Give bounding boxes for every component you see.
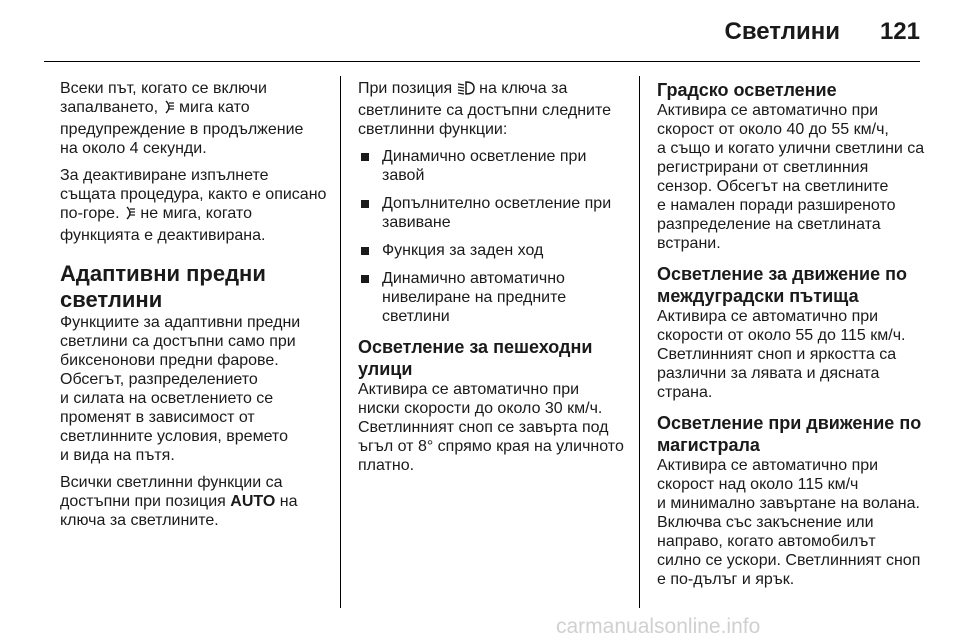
page-title: Светлини <box>724 18 840 45</box>
list-item: Динамично автоматично нивелиране на предните светлини <box>358 269 638 326</box>
watermark: carmanualsonline.info <box>556 615 761 638</box>
pedestrian-lighting-heading: Осветление за пешеходни улици <box>358 337 593 379</box>
city-lighting-heading: Градско осветление <box>657 80 837 100</box>
paragraph-warning-blink: Всеки път, когато се включи запалването, мига като предупреждение в продължение на около 4 секунди. <box>60 80 304 157</box>
auto-position-label: AUTO <box>230 493 276 510</box>
column-1 <box>60 79 338 538</box>
column-divider-2 <box>639 76 640 608</box>
list-item: Допълнително осветление при завиване <box>358 194 638 232</box>
bullet-marker <box>361 247 369 255</box>
bullet-marker <box>361 275 369 283</box>
motorway-lighting-text: Активира се автоматично при скорост над около 115 км/ч и минимално завъртане на волана. Включва със закъснение или направо, когато автомобилът силно се ускори. Светлинният сноп е по-дълъг и ярък. <box>657 457 921 588</box>
country-road-lighting-text: Активира се автоматично при скорости от около 55 до 115 км/ч. Светлинният сноп и яркостта са различни за лявата и дясната страна. <box>657 308 906 401</box>
paragraph-deactivate: За деактивиране изпълнете същата процедура, както е описано по-горе. не мига, когато функцията е деактивирана. <box>60 167 327 244</box>
city-lighting-text: Активира се автоматично при скорост от около 40 до 55 км/ч, а също и когато улични светлини са регистрирани от светлинния сензор. Обсегът на светлините е намален поради разширеното разпределение на светлината встрани. <box>657 102 925 252</box>
list-item: Динамично осветление при завой <box>358 147 638 185</box>
paragraph-intro-functions: При позиция на ключа за светлините са достъпни следните светлинни функции: <box>358 80 612 138</box>
paragraph-auto-position: Всички светлинни функции са достъпни при позиция AUTO на ключа за светлините. <box>60 474 298 529</box>
country-road-lighting-heading: Осветление за движение по междуградски пътища <box>657 264 907 306</box>
adaptive-light-warning-icon <box>163 99 175 120</box>
list-item: Функция за заден ход <box>358 241 638 260</box>
column-divider-1 <box>340 76 341 608</box>
column-3 <box>657 79 957 597</box>
header-divider <box>44 61 920 62</box>
light-functions-list <box>358 147 638 326</box>
adaptive-headlights-heading: Адаптивни предни светлини <box>60 261 266 312</box>
adaptive-light-warning-icon <box>124 205 136 226</box>
adaptive-headlights-text: Функциите за адаптивни предни светлини са достъпни само при биксенонови предни фарове. Обсегът, разпределението и силата на осветлението се променят в зависимост от светлинните условия, времето и вида на пътя. <box>60 314 301 464</box>
column-2 <box>358 79 638 483</box>
low-beam-headlight-icon <box>457 80 475 101</box>
motorway-lighting-heading: Осветление при движение по магистрала <box>657 413 922 455</box>
pedestrian-lighting-text: Активира се автоматично при ниски скорости до около 30 км/ч. Светлинният сноп се завърта под ъгъл от 8° спрямо края на уличното платно. <box>358 381 624 474</box>
page-number: 121 <box>879 18 920 45</box>
bullet-marker <box>361 153 369 161</box>
bullet-marker <box>361 200 369 208</box>
